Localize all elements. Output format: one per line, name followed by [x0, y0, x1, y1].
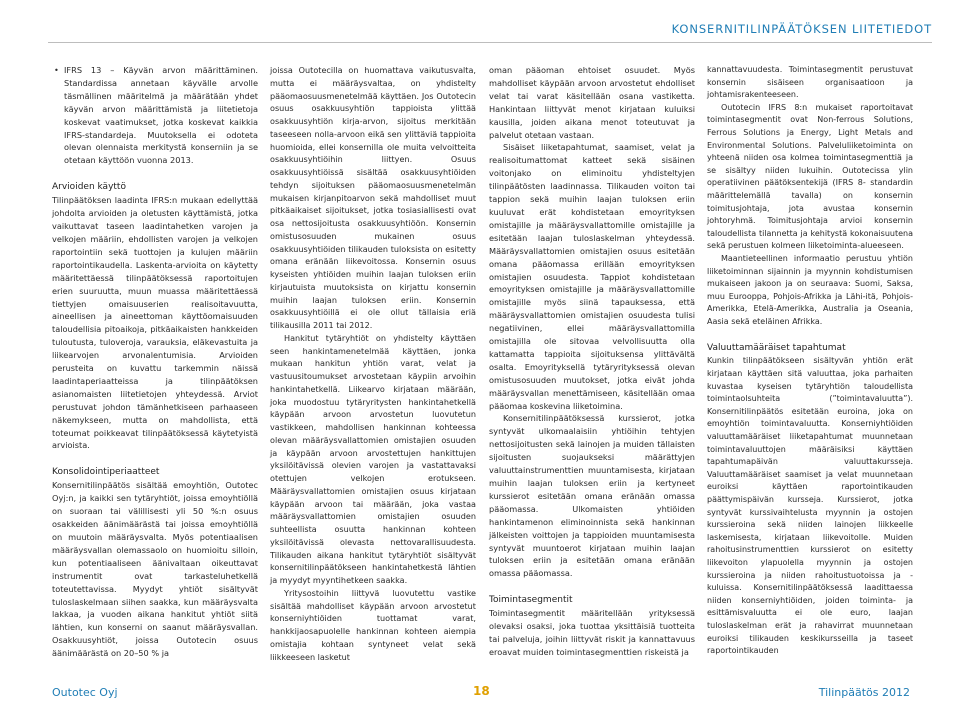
section-heading: Arvioiden käyttö: [52, 182, 126, 193]
footer-report-title: Tilinpäätös 2012: [818, 686, 910, 699]
footer-company-name: Outotec Oyj: [52, 686, 118, 699]
paragraph: Sisäiset liiketapahtumat, saamiset, velat ja realisoitumattomat katteet sekä sisäinen voitonjako on eliminoitu yhdisteltyjen tilinpäätösten laadinnassa. Tilikauden voiton tai tappion sekä muihin laajan tuloksen eriin kuuluvat erät kohdistetaan emoyrityksen omistajille ja määräysvallattomille omistajille ja esitetään laajan tuloslaskelman yhteydessä. Määräysvallattomien omistajien osuus esitetään omana pääomassa erillään emoyrityksen omistajien osuudesta. Tappiot kohdistetaan emoyrityksen omistajille ja määräysvallattomille omistajille myös siinä tapauksessa, että määräysvallattomien omistajien osuudesta tulisi negatiivinen, ellei määräysvallattomilla omistajilla ole sitovaa velvollisuutta olla kattamatta tappioita sijoituksensa ylittävältä osalta. Emoyrityksellä tytäryrityksessä olevan omistusosuuden muutokset, jotka eivät johda määräysvallan menettämiseen, käsitellään omaa pääomaa koskevina liiketoimina.: [489, 142, 695, 411]
paragraph: Tilinpäätöksen laadinta IFRS:n mukaan edellyttää johdolta arvioiden ja oletusten käyttämistä, jotka vaikuttavat taseen laadintahetken varojen ja velkojen määriin, ehdollisten varojen ja velkojen raportointiin sekä tuottojen ja kulujen määriin raportointikaudella. Laskenta-arvioita on käytetty määritettäessä tilinpäätöksessä raportoitujen erien suuruutta, muun muassa määritettäessä tiettyjen omaisuuserien realisoitavuutta, aineellisen ja aineettoman käyttöomaisuuden taloudellisia pitoaikoja, pitkäaikaisten hankkeiden tuloutusta, tuloveroja, varauksia, eläkevastuita ja liikearvojen arvonalentumisia. Arvioiden perusteita on kuvattu tarkemmin näissä laadintaperiaatteissa ja tilinpäätöksen asianomaisten liitetietojen yhteydessä. Arviot perustuvat johdon tämänhetkiseen parhaaseen näkemykseen, mutta on mahdollista, että toteumat poikkeavat tilinpäätöksessä käytetyistä arvioista.: [52, 195, 258, 451]
text-column-4: [707, 64, 913, 658]
header-divider: [48, 42, 932, 43]
paragraph: joissa Outotecilla on huomattava vaikutusvalta, mutta ei määräysvaltaa, on yhdistelty pääomaosuusmenetelmää käyttäen. Jos Outotecin osuus osakkuusyhtiön tappioista ylittää osakkuusyhtiön kirja-arvon, sijoitus merkitään taseeseen nolla-arvoon eikä sen ylittäviä tappioita huomioida, ellei konsernilla ole muita velvoitteita osakkuusyhtiöihin liittyen. Osuus osakkuusyhtiöissä sisältää osakkuusyhtiöiden tehdyn sijoituksen pääomaosuusmenetelmän mukaisen kirjanpitoarvon sekä mahdolliset muut pitkäaikaiset sijoitukset, jotka tosiasiallisesti ovat osa nettosijoitusta osakkuusyhtiöön. Konsernin omistusosuuden mukainen osuus osakkuusyhtiöiden tilikauden tuloksista on esitetty omana eränään liikevoitossa. Konsernin osuus kyseisten yhtiöiden muihin laajan tuloksen eriin kirjautuista muutoksista on kirjattu konsernin muihin laajan tuloksen eriin. Konsernin osakkuusyhtiöillä ei ole ollut tällaisia eriä tilikausilla 2011 tai 2012.: [270, 65, 476, 330]
section-heading: Valuuttamääräiset tapahtumat: [707, 343, 846, 354]
paragraph: kannattavuudesta. Toimintasegmentit perustuvat konsernin sisäiseen organisaatioon ja johtamisrakenteeseen.: [707, 65, 913, 100]
paragraph: Toimintasegmentit määritellään yrityksessä olevaksi osaksi, joka tuottaa yksittäisiä tuotteita tai palveluja, joihin liittyvät riskit ja kannattavuus eroavat muiden toimintasegmenttien riskeistä ja: [489, 608, 695, 657]
section-heading: Toimintasegmentit: [489, 595, 573, 606]
paragraph: oman pääoman ehtoiset osuudet. Myös mahdolliset käypään arvoon arvostetut ehdolliset velat tai varat käsitellään osana vastiketta. Hankintaan liittyvät menot kirjataan kuluiksi kausilla, joiden aikana menot toteutuvat ja palvelut otetaan vastaan.: [489, 65, 695, 140]
text-column-3: [489, 64, 695, 659]
section-heading: Konsolidointiperiaatteet: [52, 467, 160, 478]
text-column-1: [52, 64, 258, 660]
paragraph: Kunkin tilinpäätökseen sisältyvän yhtiön erät kirjataan käyttäen sitä valuuttaa, joka parhaiten kuvastaa kyseisen tytäryhtiön taloudellista toimintaolsuhteita (”toimintavaluutta”). Konsernitilinpäätös esitetään euroina, joka on emoyhtiön toimintavaluutta. Konserniyhtiöiden valuuttamääräiset liiketapahtumat muunnetaan toimintavaluuttojen määräisiksi käyttäen tapahtumapäivän valuuttakursseja. Valuuttamääräiset saamiset ja velat muunnetaan euroiksi käyttäen raportointikauden päättymispäivän kursseja. Kurssierot, jotka syntyvät kurssivaihtelusta myynnin ja ostojen kurssieroina sekä niiden lainojen liikkeelle laskemisesta, kirjataan liikevoitolle. Muiden rahoitusinstrumenttien kurssierot on esitetty liikevoiton ylapuolella myynnin ja ostojen kurssieroina ja niiden rahoitustuotoissa ja -kuluissa. Konsernitilinpäätöksessä laadittaessa niiden konserniyhtiöiden, joiden toiminta- ja esittämisvaluutta ei ole euro, laajan tuloslaskelman erät ja rahavirrat muunnetaan euroiksi tilikauden keskikursseilla ja taseet raportointikauden: [707, 356, 913, 656]
text-column-2: [270, 64, 476, 663]
bullet-item: [52, 64, 258, 167]
bullet-icon: •: [54, 65, 59, 75]
paragraph: Konsernitilinpäätös sisältää emoyhtiön, Outotec Oyj:n, ja kaikki sen tytäryhtiöt, joissa emoyhtiöllä on suoraan tai välillisesti yli 50 %:n osuus osakkeiden äänimäärästä tai joissa emoyhtiöllä on muutoin määräysvalta. Myös potentiaalisen määräysvallan olemassaolo on huomioitu silloin, kun potentiaaliseen äänivaltaan oikeuttavat instrumentit ovat tarkasteluhetkellä toteutettavissa. Myydyt yhtiöt sisältyvät tuloslaskelmaan siihen saakka, kun määräysvalta lakkaa, ja vuoden aikana hankitut yhtiöt siitä lähtien, kun konserni on saanut määräysvallan. Osakkuusyhtiöt, joissa Outotecin osuus äänimäärästä on 20–50 % ja: [52, 480, 258, 659]
bullet-text: IFRS 13 – Käyvän arvon määrittäminen. Standardissa annetaan käyvälle arvolle täsmällinen määritelmä ja määrätään yhdet käyvän arvon määrittämistä ja liitetietoja koskevat vaatimukset, jotka koskevat kaikkia IFRS-standardeja. Muutoksella ei odoteta olevan olennaista merkitystä konserniin ja se otetaan käyttöön vuonna 2013.: [64, 65, 258, 166]
paragraph: Yritysostoihin liittyvä luovutettu vastike sisältää mahdolliset käypään arvoon arvostetut konserniyhtiöiden tuottamat varat, hankkijaosapuolelle hankinnan kohteen aiempia omistajia kohtaan syntyneet velat sekä liikkeeseen lasketut: [270, 587, 476, 662]
page-number: 18: [473, 684, 490, 698]
paragraph: Konsernitilinpäätöksessä kurssierot, jotka syntyvät ulkomaalaisiin yhtiöihin tehtyjen nettosijoitusten sekä lainojen ja muiden tällaisten sijoitusten suojaukseksi määrättyjen valuuttainstrumenttien muuntamisesta, kirjataan muihin laajan tuloksen eriin ja kertyneet kurssierot esitetään omana eränään omassa pääomassa. Ulkomaisten yhtiöiden hankintamenon eliminoinnista sekä hankinnan jälkeisten voittojen ja tappioiden muuntamisesta syntyvät muuntoerot kirjataan muihin laajan tuloksen eriin ja esitetään omana eränään omassa pääomassa.: [489, 413, 695, 579]
paragraph: Outotecin IFRS 8:n mukaiset raportoitavat toimintasegmentit ovat Non-ferrous Solutions, Ferrous Solutions ja Energy, Light Metals and Environmental Solutions. Palveluliiketoiminta on yhteenä niiden osa kolmea toimintasegmenttiä ja se sisältyy niiden lukuihin. Outotecissa ylin operatiivinen päätöksentekijä (IFRS 8- standardin määrittelemällä tavalla) on konsernin toimitusjohtaja, jota avustaa konsernin johtoryhmä. Toimitusjohtaja arvioi konsernin taloudellista tilannetta ja kehitystä kokonaisuutena sekä perustuen kolmeen liiketoiminta-alueeseen.: [707, 102, 913, 251]
paragraph: Maantieteellinen informaatio perustuu yhtiön liiketoiminnan sijainnin ja myynnin kohdistumisen mukaiseen jakoon ja on seuraava: Suomi, Saksa, muu Eurooppa, Pohjois-Afrikka ja Lähi-itä, Pohjois-Amerikka, Etelä-Amerikka, Australia ja Oseania, Aasia sekä eteläinen Afrikka.: [707, 253, 913, 326]
page-section-title: KONSERNITILINPÄÄTÖKSEN LIITETIEDOT: [671, 22, 932, 36]
paragraph: Hankitut tytäryhtiöt on yhdistelty käyttäen seen hankintamenetelmää käyttäen, jonka mukaan hankitun yhtiön varat, velat ja vastuusitoumukset arvostetaan käypiin arvoihin hankintahetkellä. Liikearvo kirjataan määrään, joka muodostuu tytäryritysten hankintahetkellä käypään arvoon arvostetun luovutetun vastikkeen, mahdollisen hankinnan kohteessa olevan määräysvallattomien omistajien osuuden ja käypään arvoon arvostettujen hankittujen yksilöitävissä olevien varojen ja vastattavaksi otettujen velkojen erotukseen. Määräysvallattomien omistajien osuus kirjataan käypään arvoon tai määrään, joka vastaa määräysvallattomien omistajien osuuden suhteellista osuutta hankinnan kohteen yksilöitävissä olevasta nettovarallisuudesta. Tilikauden aikana hankitut tytäryhtiöt sisältyvät konsernitilinpäätökseen hankintahetkestä lähtien ja myydyt myyntihetkeen saakka.: [270, 332, 476, 585]
